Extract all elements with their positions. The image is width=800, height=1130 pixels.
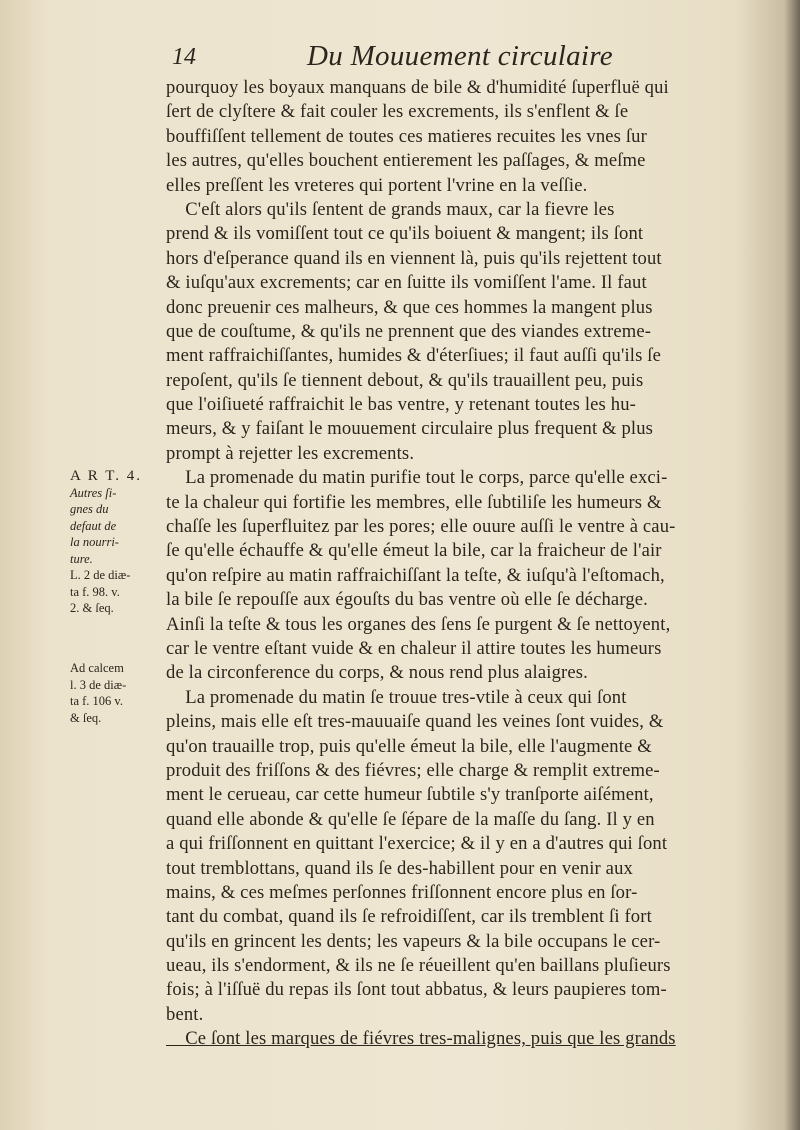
margin-note-ad-calcem — [70, 660, 166, 726]
text-line: pleins, mais elle eſt tres-mauuaiſe quand les veines ſont vuides, & — [166, 711, 664, 733]
page-number: 14 — [172, 44, 196, 70]
margin-note-line: defaut de — [70, 518, 117, 533]
text-line: de la circonference du corps, & nous rend plus alaigres. — [166, 662, 588, 684]
margin-reference-line: ta f. 106 v. — [70, 694, 123, 708]
text-line: repoſent, qu'ils ſe tiennent debout, & qu'ils trauaillent peu, puis — [166, 369, 644, 391]
text-line: qu'on reſpire au matin raffraichiſſant la teſte, & iuſqu'à l'eſtomach, — [166, 564, 665, 586]
text-line: bent. — [166, 1003, 204, 1025]
text-line: pourquoy les boyaux manquans de bile & d'humidité ſuperfluë qui — [166, 77, 669, 98]
text-line: produit des friſſons & des fiévres; elle charge & remplit extreme- — [166, 759, 660, 781]
article-label: A R T. 4. — [70, 468, 143, 484]
text-line: Ainſi la teſte & tous les organes des ſens ſe purgent & ſe nettoyent, — [166, 613, 671, 635]
text-line: ueau, ils s'endorment, & ils ne ſe réueillent qu'en baillans pluſieurs — [166, 955, 671, 977]
text-line: que l'oiſiueté raffraichit le bas ventre, y retenant toutes les hu- — [166, 394, 636, 416]
text-line: C'eſt alors qu'ils ſentent de grands maux, car la fievre les — [166, 198, 615, 220]
text-line: elles preſſent les vreteres qui portent l'vrine en la veſſie. — [166, 174, 588, 196]
text-line: ment raffraichiſſantes, humides & d'éterſiues; il faut auſſi qu'ils ſe — [166, 345, 661, 367]
text-line: La promenade du matin purifie tout le corps, parce qu'elle exci- — [166, 467, 668, 489]
margin-note-art4 — [70, 468, 166, 617]
margin-reference-line: 2. & ſeq. — [70, 601, 114, 615]
margin-note-line: la nourri- — [70, 535, 119, 549]
text-line: que de couſtume, & qu'ils ne prennent que des viandes extreme- — [166, 320, 652, 342]
text-line: ment le cerueau, car cette humeur ſubtile s'y tranſporte aiſément, — [166, 784, 654, 806]
text-line: Ce ſont les marques de fiévres tres-malignes, puis que les grands — [166, 1028, 676, 1050]
text-line: les autres, qu'elles bouchent entierement les paſſages, & meſme — [166, 150, 646, 172]
body-text — [166, 76, 796, 1052]
text-line: qu'ils en grincent les dents; les vapeurs & la bile occupans le cer- — [166, 930, 661, 952]
text-line: fois; à l'iſſuë du repas ils ſont tout abbatus, & leurs paupieres tom- — [166, 979, 667, 1001]
text-line: hors d'eſperance quand ils en viennent là, puis qu'ils rejettent tout — [166, 247, 662, 269]
text-line: & iuſqu'aux excrements; car en ſuitte ils vomiſſent l'ame. Il faut — [166, 272, 647, 294]
text-line: tout tremblottans, quand ils ſe des-habillent pour en venir aux — [166, 857, 633, 879]
text-line: qu'on trauaille trop, puis qu'elle émeut la bile, elle l'augmente & — [166, 735, 652, 757]
margin-note-line: gnes du — [70, 502, 109, 516]
text-line: a qui friſſonnent en quittant l'exercice; & il y en a d'autres qui ſont — [166, 833, 668, 855]
text-line: tant du combat, quand ils ſe refroidiſſent, car ils tremblent ſi fort — [166, 906, 652, 928]
text-line: prend & ils vomiſſent tout ce qu'ils boiuent & mangent; ils ſont — [166, 223, 644, 245]
text-line: car le ventre eſtant vuide & en chaleur il attire toutes les humeurs — [166, 637, 662, 659]
margin-note-line: ture. — [70, 551, 93, 566]
margin-reference-line: & ſeq. — [70, 710, 102, 725]
text-line: meurs, & y faiſant le mouuement circulaire plus frequent & plus — [166, 418, 654, 440]
page-header — [172, 38, 652, 78]
margin-note-line: Autres ſi- — [70, 485, 117, 500]
text-line: bouffiſſent tellement de toutes ces matieres recuites les vnes ſur — [166, 125, 647, 147]
text-line: la bile ſe repouſſe aux égouſts du bas ventre où elle ſe décharge. — [166, 589, 648, 611]
running-title: Du Mouuement circulaire — [307, 40, 613, 72]
text-line: La promenade du matin ſe trouue tres-vtile à ceux qui ſont — [166, 686, 627, 708]
margin-reference-line: Ad calcem — [70, 661, 124, 675]
text-line: ſert de clyſtere & fait couler les excrements, ils s'enflent & ſe — [166, 101, 629, 123]
text-line: quand elle abonde & qu'elle ſe ſépare de la maſſe du ſang. Il y en — [166, 808, 655, 830]
margin-reference-line: ta f. 98. v. — [70, 584, 120, 599]
text-line: prompt à rejetter les excrements. — [166, 442, 415, 464]
text-line: ſe qu'elle échauffe & qu'elle émeut la bile, car la fraicheur de l'air — [166, 540, 662, 562]
margin-reference-line: l. 3 de diæ- — [70, 677, 127, 692]
margin-reference-line: L. 2 de diæ- — [70, 568, 131, 582]
text-line: mains, & ces meſmes perſonnes friſſonnent encore plus en ſor- — [166, 881, 638, 903]
text-line: chaſſe les ſuperfluitez par les pores; elle ouure auſſi le ventre à cau- — [166, 516, 676, 538]
text-line: te la chaleur qui fortifie les membres, elle ſubtiliſe les humeurs & — [166, 491, 662, 513]
text-line: donc preuenir ces malheurs, & que ces hommes la mangent plus — [166, 296, 653, 318]
